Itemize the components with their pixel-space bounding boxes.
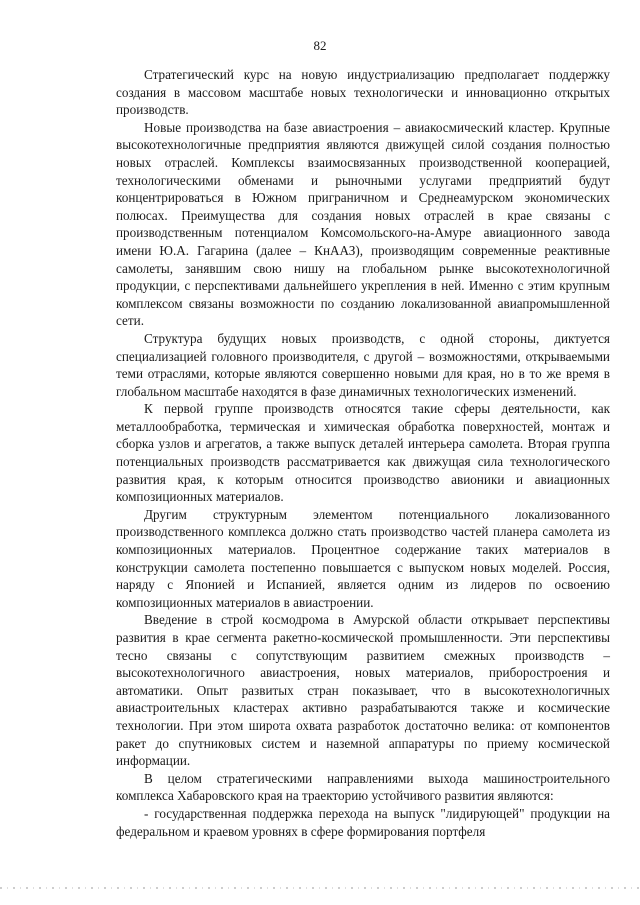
paragraph-industrialization: Стратегический курс на новую индустриализацию предполагает поддержку создания в массовом масштабе новых технологически и инновационно открытых производств. — [116, 67, 610, 118]
paragraph-composites: Другим структурным элементом потенциального локализованного производственного комплекса должно стать производство частей планера самолета из композиционных материалов. Процентное содержание таких материалов в конструкции самолета постепенно повышается с выпуском новых моделей. Россия, наряду с Японией и Испанией, является одним из лидеров по освоению композиционных материалов в авиастроении. — [116, 506, 610, 610]
paragraph-strategic-directions: В целом стратегическими направлениями выхода машиностроительного комплекса Хабаровского края на траекторию устойчивого развития являются: — [116, 770, 610, 804]
paragraph-cosmodrome: Введение в строй космодрома в Амурской области открывает перспективы развития в крае сегмента ракетно-космической промышленности. Эти перспективы тесно связаны с сопутствующим развитием смежных производств – высокотехнологичного авиастроения, новых материалов, приборостроения и автоматики. Опыт развитых стран показывает, что в высокотехнологичных авиастроительных кластерах активно разрабатываются также и космические технологии. При этом широта охвата разработок достаточно велика: от компонентов ракет до спутниковых систем и наземной аппаратуры по приему космической информации. — [116, 612, 610, 769]
page-number: 82 — [313, 38, 327, 53]
paragraph-state-support: - государственная поддержка перехода на выпуск "лидирующей" продукции на федеральном и краевом уровнях в сфере формирования портфеля — [116, 805, 610, 839]
paragraph-structure: Структура будущих новых производств, с одной стороны, диктуется специализацией головного производителя, с другой – возможностями, открываемыми теми отраслями, которые являются совершенно новыми для края, но в то же время в глобальном масштабе находятся в фазе динамичных технологических изменений. — [116, 330, 610, 399]
paragraph-aerospace-cluster: Новые производства на базе авиастроения – авиакосмический кластер. Крупные высокотехнологичные предприятия являются движущей силой создания полностью новых отраслей. Комплексы взаимосвязанных производственной кооперацией, технологическими обменами и рыночными услугами предприятий будут концентрироваться в Южном приграничном и Среднеамурском экономических полюсах. Преимущества для создания новых отраслей в крае связаны с производственным потенциалом Комсомольского-на-Амуре авиационного завода имени Ю.А. Гагарина (далее – КнААЗ), производящим современные реактивные самолеты, занявшим свою нишу на глобальном рынке высокотехнологичной продукции, с перспективами дальнейшего укрепления в ней. Именно с этим крупным комплексом связаны возможности по созданию локализованной авиапромышленной сети. — [116, 119, 610, 329]
document-body — [116, 66, 610, 840]
paragraph-production-groups: К первой группе производств относятся такие сферы деятельности, как металлообработка, термическая и химическая обработка поверхностей, монтаж и сборка узлов и агрегатов, а также выпуск деталей интерьера самолета. Вторая группа потенциальных производств рассматривается как движущая сила технологического развития края, к которым относится производство авионики и авиационных композиционных материалов. — [116, 401, 610, 505]
scan-artifact-line — [0, 887, 640, 889]
